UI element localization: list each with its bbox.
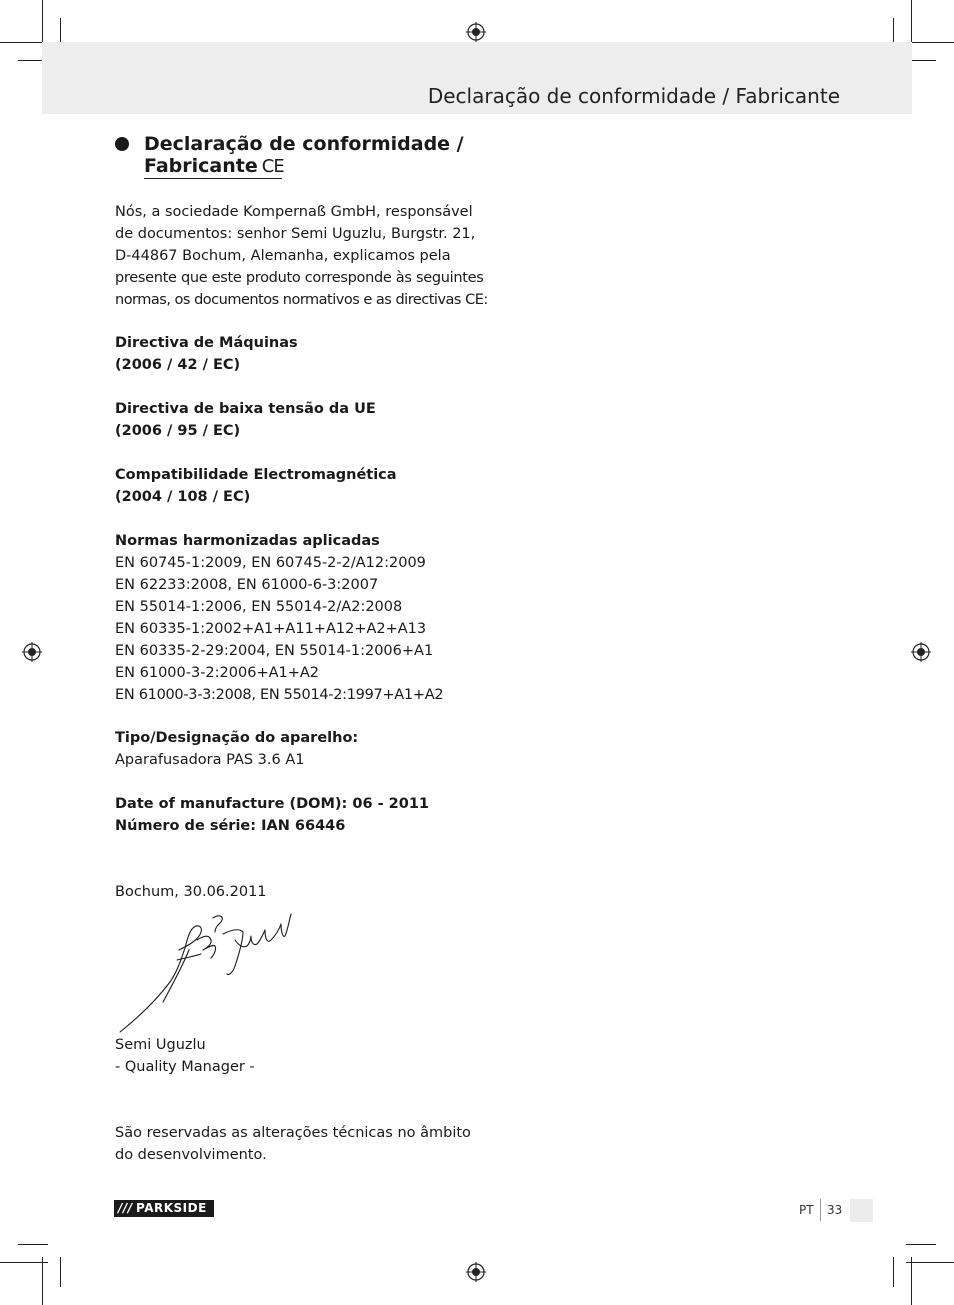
section-title [144,133,464,178]
registration-mark-icon [22,642,42,662]
footer-divider [820,1199,821,1221]
device-value: Aparafusadora PAS 3.6 A1 [115,752,305,768]
manufacture-date: Date of manufacture (DOM): 06 - 2011 [115,796,430,812]
registration-mark-icon [466,1262,486,1282]
directive-code: (2006 / 95 / EC) [115,423,241,439]
crop-mark [42,1257,43,1305]
directive-code: (2004 / 108 / EC) [115,489,251,505]
serial-number: Número de série: IAN 66446 [115,818,346,834]
logo-brand: PARKSIDE [136,1201,207,1215]
intro-line: presente que este produto corresponde às seguintes [115,270,484,286]
registration-mark-icon [911,642,931,662]
ce-mark-icon: CE [261,156,284,177]
title-underline [144,178,282,179]
handwritten-signature [115,910,295,1035]
standards-heading: Normas harmonizadas aplicadas [115,533,380,549]
directive-code: (2006 / 42 / EC) [115,357,241,373]
page-tab [850,1199,873,1222]
crop-mark [18,1244,48,1245]
standard-item: EN 61000-3-2:2006+A1+A2 [115,665,320,681]
page-number: 33 [827,1203,843,1217]
directive-title: Directiva de Máquinas [115,335,298,351]
crop-mark [60,1257,61,1287]
crop-mark [911,0,912,48]
signer-role: - Quality Manager - [115,1059,255,1075]
crop-mark [906,42,954,43]
intro-paragraph [115,201,488,311]
place-date [115,881,475,903]
crop-mark [906,1262,954,1263]
crop-mark [906,1244,936,1245]
section-bullet [115,137,129,151]
section-title-line2 [144,155,464,178]
registration-mark-icon [466,22,486,42]
section-title-line1: Declaração de conformidade / [144,133,464,155]
parkside-logo [114,1200,214,1217]
intro-line: de documentos: senhor Semi Uguzlu, Burgstr. 21, [115,226,476,242]
intro-line: normas, os documentos normativos e as directivas CE: [115,292,488,308]
crop-mark [42,0,43,48]
directive-title: Compatibilidade Electromagnética [115,467,397,483]
device-block [115,727,475,771]
manufacture-block [115,793,475,837]
crop-mark [0,42,48,43]
signer-block [115,1034,475,1078]
standard-item: EN 60335-2-29:2004, EN 55014-1:2006+A1 [115,643,434,659]
logo-slashes: /// [118,1201,133,1215]
directive-low-voltage [115,398,475,442]
page-title: Declaração de conformidade / Fabricante [427,84,840,108]
standard-item: EN 62233:2008, EN 61000-6-3:2007 [115,577,379,593]
technical-note [115,1122,475,1166]
section-title-text: Fabricante [144,155,258,177]
standard-item: EN 55014-1:2006, EN 55014-2/A2:2008 [115,599,403,615]
device-heading: Tipo/Designação do aparelho: [115,730,359,746]
signer-name: Semi Uguzlu [115,1037,206,1053]
note-line: São reservadas as alterações técnicas no âmbito [115,1125,471,1141]
intro-line: D-44867 Bochum, Alemanha, explicamos pela [115,248,451,264]
directive-title: Directiva de baixa tensão da UE [115,401,376,417]
place-date-text: Bochum, 30.06.2011 [115,884,267,900]
crop-mark [893,1257,894,1287]
intro-line: Nós, a sociedade Kompernaß GmbH, responsável [115,204,473,220]
note-line: do desenvolvimento. [115,1147,267,1163]
language-code: PT [799,1203,814,1217]
crop-mark [911,1257,912,1305]
crop-mark [0,1262,48,1263]
standard-item: EN 60335-1:2002+A1+A11+A12+A2+A13 [115,621,427,637]
standard-item: EN 61000-3-3:2008, EN 55014-2:1997+A1+A2 [115,687,444,703]
directive-emc [115,464,475,508]
directive-machinery [115,332,475,376]
standard-item: EN 60745-1:2009, EN 60745-2-2/A12:2009 [115,555,426,571]
standards-block [115,530,475,706]
